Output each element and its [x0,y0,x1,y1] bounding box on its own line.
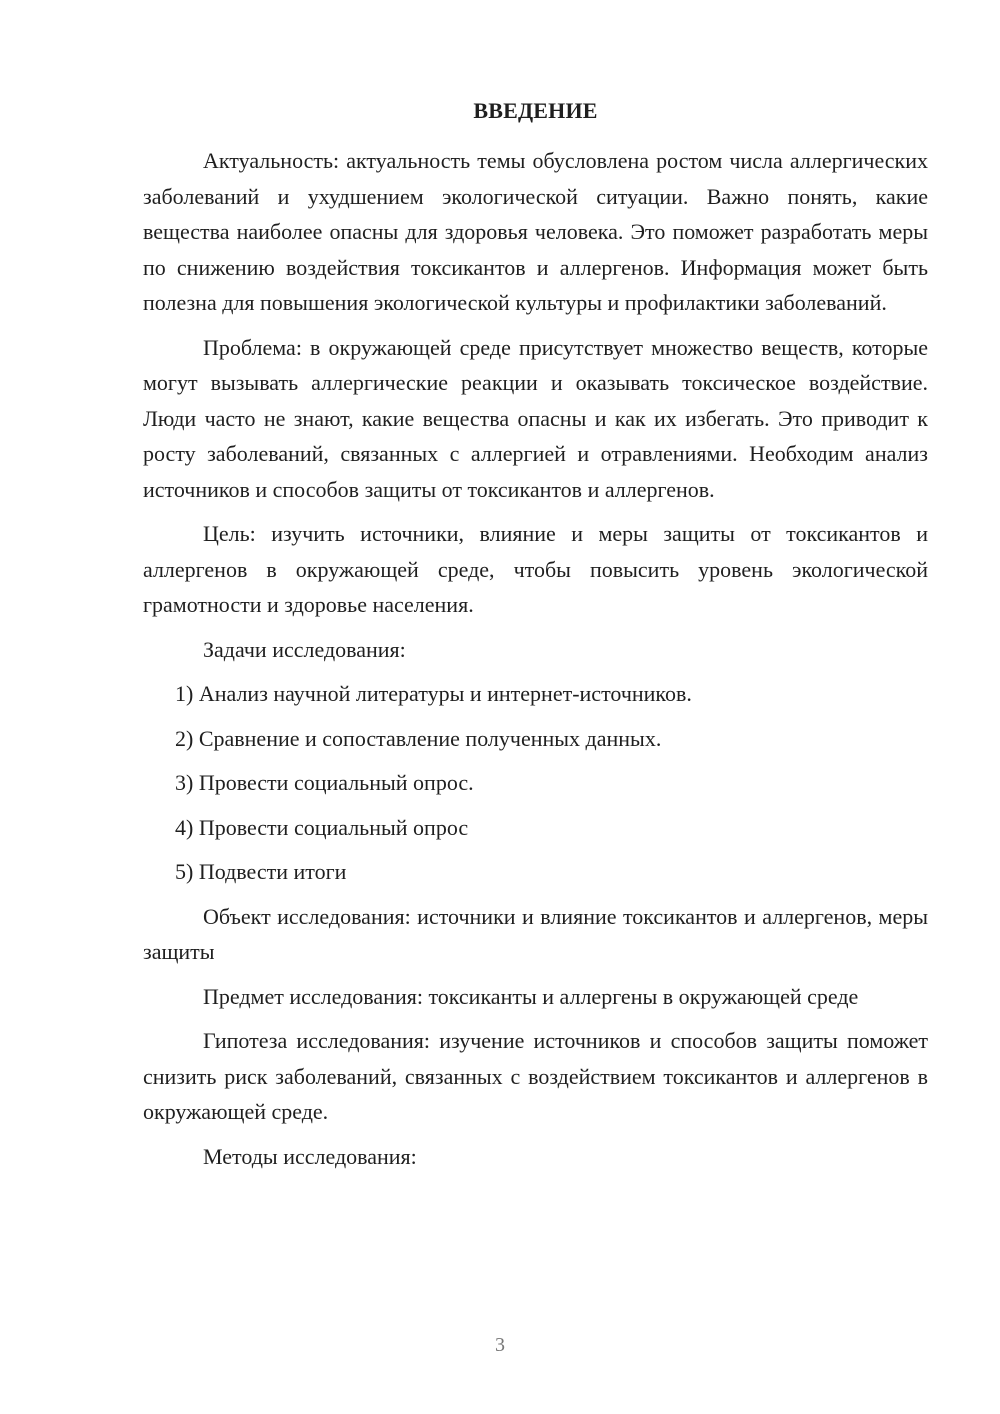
task-item: 4) Провести социальный опрос [175,814,469,840]
subject-paragraph: Предмет исследования: токсиканты и аллергены в окружающей среде [203,983,859,1009]
relevance-paragraph: Актуальность: актуальность темы обусловлена ростом числа аллергических заболеваний и ухудшением экологической ситуации. Важно понять, какие вещества наиболее опасны для здоровья человека. Это поможет разработать меры по снижению воздействия токсикантов и аллергенов. Информация может быть полезна для повышения экологической культуры и профилактики заболеваний. [143,148,928,315]
tasks-list [143,676,928,890]
hypothesis-paragraph: Гипотеза исследования: изучение источников и способов защиты поможет снизить риск заболеваний, связанных с воздействием токсикантов и аллергенов в окружающей среде. [143,1028,928,1124]
page-title: ВВЕДЕНИЕ [473,98,598,123]
problem-paragraph: Проблема: в окружающей среде присутствует множество веществ, которые могут вызывать аллергические реакции и оказывать токсическое воздействие. Люди часто не знают, какие вещества опасны и как их избегать. Это приводит к росту заболеваний, связанных с аллергией и отравлениями. Необходим анализ источников и способов защиты от токсикантов и аллергенов. [143,334,928,502]
page-number: 3 [495,1334,505,1356]
methods-heading: Методы исследования: [203,1143,417,1169]
task-item: 5) Подвести итоги [175,859,347,884]
page-content [143,97,928,1183]
task-item: 1) Анализ научной литературы и интернет-источников. [175,681,692,706]
object-paragraph: Объект исследования: источники и влияние токсикантов и аллергенов, меры защиты [143,903,928,964]
tasks-heading: Задачи исследования: [203,636,406,662]
task-item: 3) Провести социальный опрос. [175,770,474,795]
task-item: 2) Сравнение и сопоставление полученных данных. [175,725,662,751]
goal-paragraph: Цель: изучить источники, влияние и меры защиты от токсикантов и аллергенов в окружающей среде, чтобы повысить уровень экологической грамотности и здоровье населения. [143,521,928,617]
